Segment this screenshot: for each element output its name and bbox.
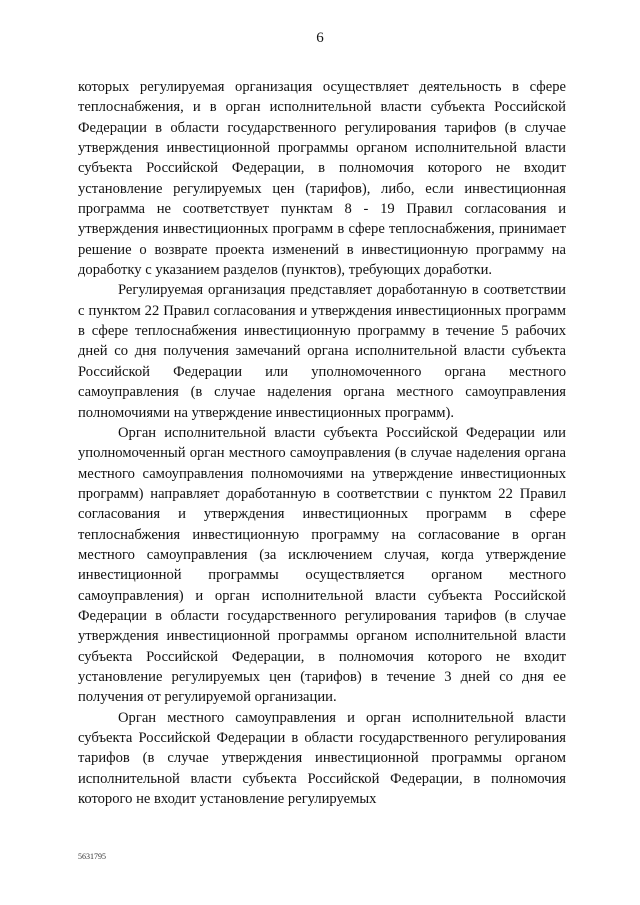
paragraph-continuation: которых регулируемая организация осуществляет деятельность в сфере теплоснабжения, и в орган исполнительной власти субъекта Российской Федерации в области государственного регулирования тарифов (в случае утверждения инвестиционной программы органом исполнительной власти субъекта Российской Федерации, в полномочия которого не входит установление регулируемых цен (тарифов), либо, если инвестиционная программа не соответствует пунктам 8 - 19 Правил согласования и утверждения инвестиционных программ в сфере теплоснабжения, принимает решение о возврате проекта изменений в инвестиционную программу на доработку с указанием разделов (пунктов), требующих доработки.	[78, 79, 566, 279]
paragraph-local-authority-review: Орган местного самоуправления и орган исполнительной власти субъекта Российской Федерации в области государственного регулирования тарифов (в случае утверждения инвестиционной программы органом исполнительной власти субъекта Российской Федерации, в полномочия которого не входит установление регулируемых	[78, 709, 566, 808]
page-number: 6	[316, 30, 324, 46]
document-body	[78, 77, 566, 809]
paragraph-revised-program-submission: Регулируемая организация представляет доработанную в соответствии с пунктом 22 Правил согласования и утверждения инвестиционных программ в сфере теплоснабжения инвестиционную программу в течение 5 рабочих дней со дня получения замечаний органа исполнительной власти субъекта Российской Федерации или уполномоченного органа местного самоуправления (в случае наделения органа местного самоуправления полномочиями на утверждение инвестиционных программ).	[78, 282, 566, 421]
document-code: 5631795	[78, 852, 106, 861]
paragraph-approval-routing: Орган исполнительной власти субъекта Российской Федерации или уполномоченный орган местного самоуправления (в случае наделения органа местного самоуправления полномочиями на утверждение инвестиционных программ) направляет доработанную в соответствии с пунктом 22 Правил согласования и утверждения инвестиционных программ в сфере теплоснабжения инвестиционную программу на согласование в орган местного самоуправления (за исключением случая, когда утверждение инвестиционной программы осуществляется органом местного самоуправления) и орган исполнительной власти субъекта Российской Федерации в области государственного регулирования тарифов (в случае утверждения инвестиционной программы органом исполнительной власти субъекта Российской Федерации, в полномочия которого не входит установление регулируемых цен (тарифов) в течение 3 дней со дня ее получения от регулируемой организации.	[78, 424, 566, 706]
